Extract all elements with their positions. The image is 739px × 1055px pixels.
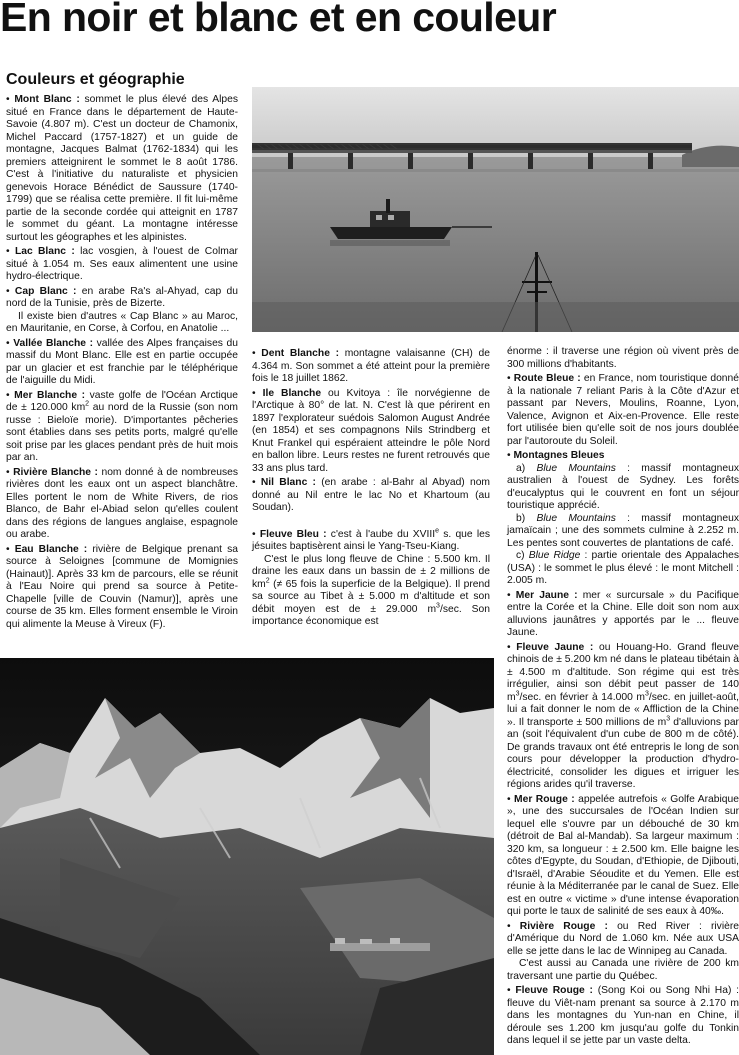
entry-text: (Song Koi ou Song Nhi Ha) : fleuve du Viêt-nam prenant sa source à 2.170 m dans les montagnes du Yun-nan en Chine, il déroule ses 1.200 km jusqu'au golfe du Tonkin dans lequel il se jette par un vaste delta.	[507, 985, 739, 1046]
entry-mont-blanc	[6, 94, 238, 244]
bullet: •	[252, 528, 256, 540]
entry-text: : massif montagneux jamaïcain ; une des sommets culmine à 2.252 m. Les pentes sont couvertes de plantations de café.	[507, 512, 739, 549]
entry-text: appelée autrefois « Golfe Arabique », une des succursales de l'Océan Indien sur lequel elle s'ouvre par un débouché de 30 km (détroit de Bal al-Mandab). Sa largeur maximum : 320 km, sa longueur : ± 2.500 km. Elle baigne les côtes d'Egypte, du Soudan, d'Ethiopie, de Djibouti, d'Israël, d'Arabie Séoudite et du Yemen. Elle est réunie à la Méditerranée par le canal de Suez. Elle est en outre « victime » d'une intense évaporation qui porte le taux de salinité de ses eaux à 40‰.	[507, 793, 739, 917]
entry-blue-mountains-australia	[507, 463, 739, 513]
entry-fleuve-bleu-continued	[252, 554, 490, 629]
bullet: •	[507, 641, 511, 653]
entry-text: au nord de la Russie (son nom russe : Bieloïe morie). D'importantes pêcheries sont établies dans ses petits ports, malgré qu'elle soit prise par les glaces pendant près de huit mois par an.	[6, 402, 239, 463]
entry-term: Mont Blanc :	[14, 94, 80, 105]
entry-blue-mountains-jamaica	[507, 513, 739, 551]
entry-term: Fleuve Rouge :	[515, 985, 593, 996]
bullet: •	[252, 387, 256, 399]
entry-riviere-blanche	[6, 467, 238, 542]
entry-fleuve-jaune	[507, 642, 739, 792]
entry-text: en arabe Ra's al-Ahyad, cap du nord de la Tunisie, près de Bizerte.	[6, 285, 238, 309]
entry-text: /sec. Son importance économique est	[252, 603, 491, 627]
bullet: •	[6, 466, 10, 478]
entry-term: Cap Blanc :	[14, 285, 77, 297]
list-marker: c)	[516, 550, 529, 561]
entry-text: ou Houang-Ho. Grand fleuve chinois de ± 5.200 km né dans le plateau tibétain à ± 4.500 m d'altitude. Son régime qui est très irrégulier, ainsi son débit peut passer de 140 m	[507, 641, 739, 703]
bullet: •	[6, 337, 10, 349]
entry-term: Dent Blanche :	[261, 348, 340, 359]
entry-cap-blanc-continued: Il existe bien d'autres « Cap Blanc » au Maroc, en Mauritanie, en Corse, à Corfou, en Anatolie ...	[6, 310, 238, 334]
entry-dent-blanche	[252, 348, 490, 386]
column-middle	[252, 348, 490, 631]
entry-mer-jaune	[507, 590, 739, 640]
entry-term: Mer Jaune :	[515, 589, 578, 601]
entry-term: Mer Blanche :	[14, 389, 86, 401]
entry-riviere-rouge	[507, 921, 739, 959]
bridge-photo-drawing	[252, 87, 739, 332]
entry-term: Fleuve Bleu :	[259, 528, 327, 540]
entry-riviere-rouge-continued: C'est aussi au Canada une rivière de 200 km traversant une partie du Québec.	[507, 958, 739, 982]
column-left	[6, 94, 238, 633]
entry-term: Lac Blanc :	[14, 246, 75, 257]
entry-text: (≠ 65 fois la superficie de la Belgique). Il prend sa source au Tibet à ± 5.000 m d'altitude et son débit moyen est de ± 29.000 m	[252, 578, 490, 615]
bullet: •	[507, 589, 511, 601]
entry-name: Blue Ridge	[528, 550, 581, 561]
section-title: Couleurs et géographie	[6, 71, 185, 88]
photo-bridge-river	[252, 87, 739, 332]
entry-term: Rivière Rouge :	[519, 920, 608, 932]
bullet: •	[6, 543, 10, 555]
entry-text: vallée des Alpes françaises du massif du Mont Blanc. Elle est en partie occupée par un glacier et est franchie par le téléphérique de l'aiguille du Midi.	[6, 337, 238, 386]
entry-text: /sec. en février à 14.000 m	[519, 691, 645, 703]
entry-term: Rivière Blanche :	[13, 466, 98, 478]
entry-cap-blanc	[6, 286, 238, 311]
bullet: •	[6, 94, 10, 105]
list-marker: b)	[516, 512, 537, 524]
entry-vallee-blanche	[6, 338, 238, 388]
superscript: 2	[265, 577, 270, 585]
entry-text: s. que les jésuites baptisèrent ainsi le Yang-Tseu-Kiang.	[252, 528, 490, 552]
column-right	[507, 346, 739, 1050]
entry-text: C'est le plus long fleuve de Chine : 5.500 km. Il draine les eaux dans un bassin de ± 2 millions de km	[252, 553, 490, 590]
entry-text: ou Kvitoya : île norvégienne de l'Arctique à 80° de lat. N. C'est là que périrent en 1897 l'explorateur suédois Salomon August Andrée (en 1854) et ses compagnons Nils Strindberg et Knut Frankel qui espéraient atteindre le pôle Nord en ballon libre. Leurs restes ne furent retrouvés que 33 ans plus tard.	[252, 387, 490, 474]
entry-nil-blanc	[252, 477, 490, 515]
entry-term: Nil Blanc :	[260, 477, 316, 488]
bullet: •	[507, 793, 511, 805]
list-marker: a)	[516, 462, 537, 474]
entry-text: nom donné à de nombreuses rivières dont les eaux ont un aspect blanchâtre. Elles portent le nom de White Rivers, de rios Blanco, de Bahr el-Abiad selon qu'elles coulent dans des régions de langues anglaise, espagnole ou arabe.	[6, 466, 238, 540]
superscript: 3	[436, 602, 440, 610]
page-title: En noir et blanc et en couleur	[0, 0, 557, 40]
entry-fleuve-bleu-end: énorme : il traverse une région où vivent près de 300 millions d'habitants.	[507, 346, 739, 370]
mountain-photo-drawing	[0, 658, 494, 1055]
entry-ile-blanche	[252, 388, 490, 476]
entry-text: rivière de Belgique prenant sa source à Seloignes [commune de Momignies (Hainaut)]. Après 33 km de parcours, elle se réunit à l'Eau Noire qui prend sa source à Petite-Chapelle [ville de Couvin (Namur)], après une course de 35 km. Elles forment ensemble le Viroin qui alimente la Meuse à Vireux (F).	[6, 543, 238, 630]
entry-route-bleue	[507, 373, 739, 448]
entry-name: Blue Mountains	[536, 462, 616, 474]
entry-mer-blanche	[6, 390, 238, 465]
entry-text: montagne valaisanne (CH) de 4.364 m. Son sommet a été atteint pour la première fois le 18 juillet 1862.	[252, 348, 490, 384]
entry-blue-ridge	[507, 550, 739, 588]
bullet: •	[6, 285, 10, 297]
entry-text: (en arabe : al-Bahr al Abyad) nom donné au Nil entre le lac No et Khartoum (au Soudan).	[252, 477, 490, 513]
entry-text: c'est à l'aube du XVIII	[326, 528, 436, 540]
entry-term: Ile Blanche	[262, 387, 322, 399]
entry-text: mer « surcursale » du Pacifique entre la Corée et la Chine. Elle doit son nom aux alluvions jaunâtres y apportés par le ... fleuve Jaune.	[507, 589, 739, 638]
entry-text: vaste golfe de l'Océan Arctique de ± 120.000 km	[6, 389, 238, 413]
entry-text: /sec. en juillet-août, lui a fait donner le nom de « Affliction de la Chine ». Il transporte ± 500 millions de m	[507, 691, 739, 728]
superscript: 3	[515, 690, 520, 698]
entry-term: Route Bleue :	[513, 373, 581, 384]
entry-text: sommet le plus élevé des Alpes situé en France dans le département de Haute-Savoie (4.807 m). C'est un docteur de Chamonix, Michel Paccard (1757-1827) et un guide de montagne, Jacques Balmat (1762-1834) qui les premiers atteignirent le sommet le 8 août 1786. C'est à l'initiative du naturaliste et physicien genevois Horace Bénédict de Saussure (1740-1799) que se réalisa cette première. Il fit lui-même partie de la seconde cordée qui atteignit en 1787 le sommet du géant. La montagne intéresse surtout les géographes et les alpinistes.	[6, 94, 238, 243]
photo-snowy-mountains	[0, 658, 494, 1055]
entry-term: Fleuve Jaune :	[516, 641, 594, 653]
bullet: •	[507, 920, 511, 932]
entry-term: Mer Rouge :	[514, 793, 575, 805]
superscript: 2	[85, 400, 90, 408]
superscript: 3	[644, 690, 649, 698]
entry-fleuve-rouge	[507, 985, 739, 1048]
bullet: •	[252, 348, 256, 359]
entry-term: Eau Blanche :	[14, 543, 88, 555]
bullet: •	[507, 373, 511, 384]
bullet: •	[507, 450, 511, 461]
superscript: e	[435, 527, 440, 535]
bullet: •	[507, 985, 511, 996]
entry-name: Blue Mountains	[536, 512, 616, 524]
entry-term: Montagnes Bleues	[513, 450, 605, 461]
entry-text: : massif montagneux australien à l'ouest de Sydney. Les forêts d'eucalyptus qui le couvrent en font un séjour touristique apprécié.	[507, 462, 739, 511]
entry-text: ou Red River : rivière d'Amérique du Nord de 1.060 km. Née aux USA elle se jette dans le lac de Winnipeg au Canada.	[507, 920, 739, 957]
entry-text: : partie orientale des Appalaches (USA) : le sommet le plus élevé : le mont Mitchell : 2.005 m.	[507, 550, 739, 586]
entry-text: en France, nom touristique donné à la nationale 7 reliant Paris à la Côte d'Azur et passant par Nevers, Moulins, Roanne, Lyon, Valence, Avignon et Aix-en-Provence. Elle reste fort utilisée bien qu'elle soit de nos jours doublée par l'autoroute du Soleil.	[507, 373, 739, 447]
superscript: 3	[666, 715, 671, 723]
entry-term: Vallée Blanche :	[13, 337, 94, 349]
entry-fleuve-bleu	[252, 529, 490, 554]
entry-eau-blanche	[6, 544, 238, 632]
bullet: •	[252, 477, 256, 488]
entry-text: lac vosgien, à l'ouest de Colmar situé à 1.054 m. Ses eaux alimentent une usine hydro-électrique.	[6, 246, 238, 282]
bullet: •	[6, 246, 10, 257]
bullet: •	[6, 389, 10, 401]
entry-montagnes-bleues	[507, 450, 739, 463]
entry-text: d'alluvions par an (soit l'équivalent d'un cube de 800 m de côté). De grands travaux ont été entrepris le long de son cours pour développer la production d'hydro-électricité, consolider les digues et irriguer les régions arides qu'il traverse.	[507, 716, 739, 790]
entry-mer-rouge	[507, 794, 739, 919]
entry-lac-blanc	[6, 246, 238, 284]
